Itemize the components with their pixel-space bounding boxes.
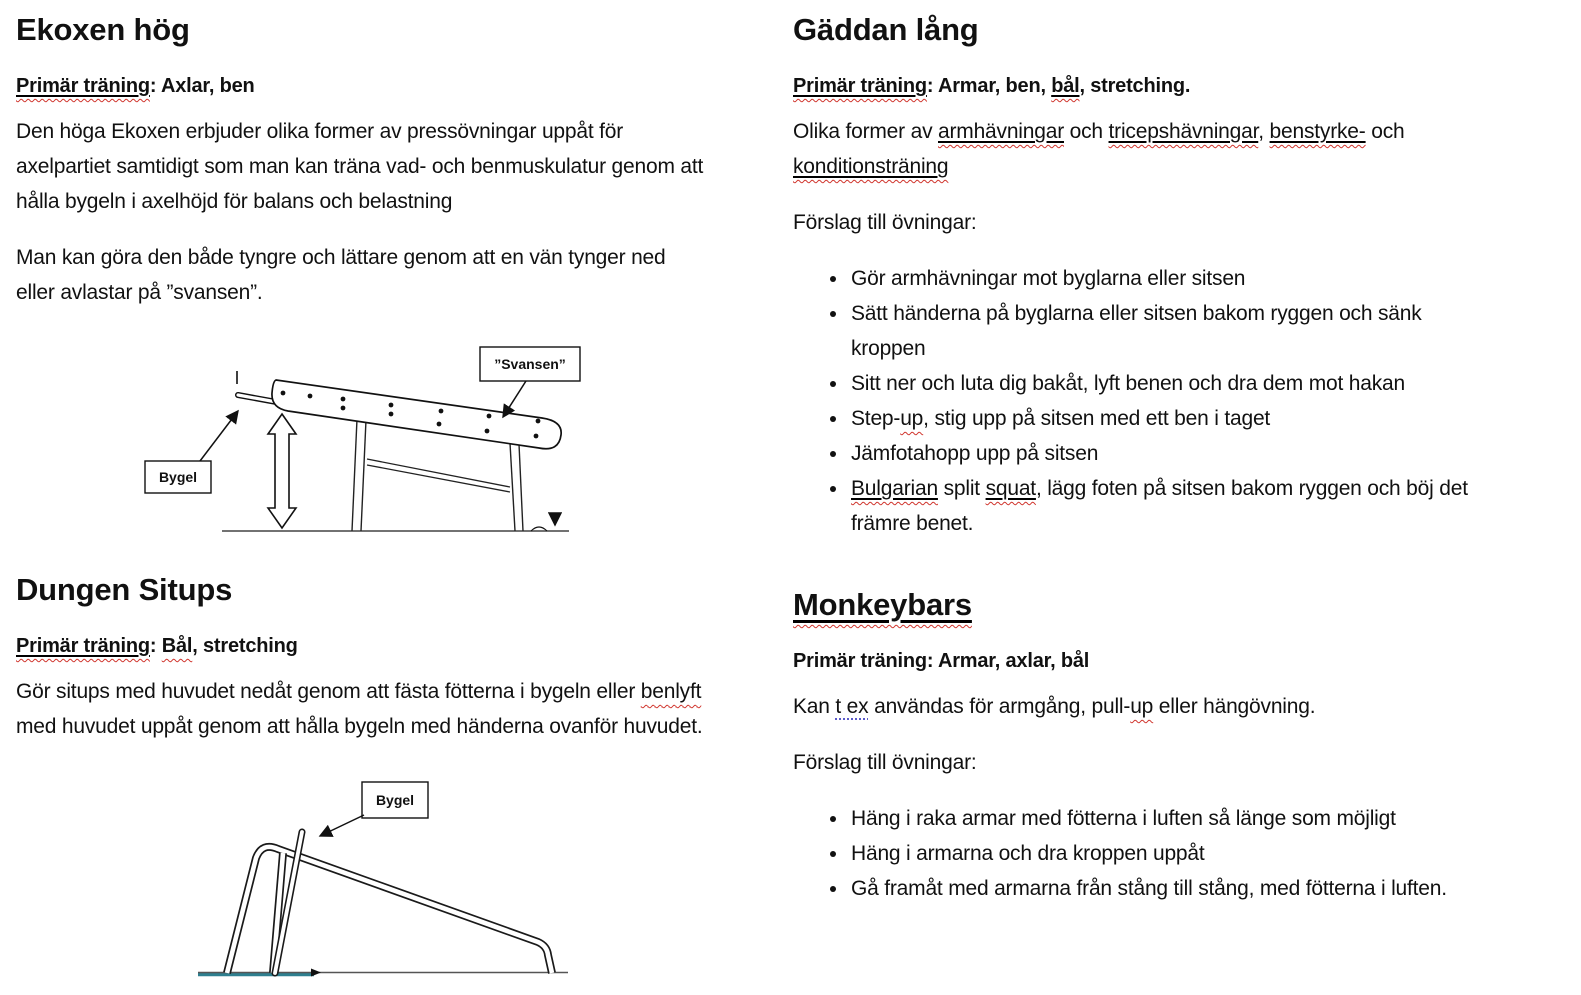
dungen-primary-training <box>16 632 793 660</box>
bygel-label <box>320 782 428 836</box>
subheading-mid: : Armar, ben, <box>926 75 1052 97</box>
paragraph-text: Gör situps med huvudet nedåt genom att fästa fötterna i bygeln eller <box>16 680 641 703</box>
spellchecked-text: up <box>900 407 924 430</box>
gaddan-exercise-intro: Förslag till övningar: <box>793 211 977 234</box>
small-right-arrow <box>311 969 321 977</box>
section-heading-dungen: Dungen Situps <box>16 572 233 607</box>
spellchecked-text: Primär träning <box>793 75 927 97</box>
ekoxen-primary-training <box>16 72 793 100</box>
paragraph-text: och <box>1064 120 1109 143</box>
subheading-rest: : Axlar, ben <box>149 75 255 97</box>
ekoxen-paragraph-1: Den höga Ekoxen erbjuder olika former av pressövningar uppåt för axelpartiet samtidigt som man kan träna vad- och benmuskulatur genom att hålla bygeln i axelhöjd för balans och belastning <box>16 120 704 213</box>
spellchecked-text: armhävningar <box>938 120 1064 143</box>
svg-text:Bygel: Bygel <box>158 469 198 485</box>
bench-top <box>272 380 561 449</box>
svansen-label <box>480 347 580 417</box>
spellchecked-text: squat <box>985 477 1036 500</box>
spellchecked-text: benstyrke- <box>1269 120 1366 143</box>
spellchecked-text: up <box>1130 695 1154 718</box>
spellchecked-text: benlyft <box>640 680 702 703</box>
spellchecked-text: tricepshävningar <box>1108 120 1259 143</box>
up-down-arrow <box>268 414 296 528</box>
paragraph-text: användas för armgång, pull- <box>868 695 1131 718</box>
bygel-label <box>145 411 238 493</box>
list-item: • Jämfotahopp upp på sitsen <box>849 436 1501 471</box>
monkeybars-paragraph <box>793 689 1483 724</box>
monkeybars-exercise-intro: Förslag till övningar: <box>793 751 977 774</box>
list-item: • Häng i raka armar med fötterna i luften så länge som möjligt <box>849 801 1501 836</box>
svg-text:Bygel: Bygel <box>375 792 415 808</box>
paragraph-text: eller hängövning. <box>1153 695 1316 718</box>
spellchecked-text: bål <box>1051 75 1080 97</box>
subheading-colon: : <box>149 635 162 657</box>
list-item-text: split <box>937 477 986 500</box>
section-heading-monkeybars <box>793 585 1553 625</box>
list-item: • Sitt ner och luta dig bakåt, lyft benen och dra dem mot hakan <box>849 366 1501 401</box>
spellchecked-text: konditionsträning <box>793 155 949 178</box>
subheading-rest: , stretching <box>192 635 298 657</box>
ekoxen-diagram <box>110 331 793 536</box>
section-heading-ekoxen: Ekoxen hög <box>16 12 190 47</box>
subheading-rest: , stretching. <box>1079 75 1191 97</box>
spellchecked-text: Bulgarian <box>851 477 938 500</box>
ekoxen-paragraph-2: Man kan göra den både tyngre och lättare genom att en vän tynger ned eller avlastar på ”svansen”. <box>16 246 666 304</box>
spellchecked-text: Bål <box>161 635 193 657</box>
diagonal-brace <box>367 459 510 487</box>
left-column <box>16 10 793 995</box>
paragraph-text: med huvudet uppåt genom att hålla bygeln med händerna ovanför huvudet. <box>16 715 703 738</box>
list-item-text: , lägg foten på sitsen bakom ryggen och böj det främre benet. <box>851 477 1468 535</box>
bench-leg <box>352 419 357 531</box>
dungen-diagram <box>150 765 793 995</box>
list-item-text: , stig upp på sitsen med ett ben i taget <box>923 407 1271 430</box>
spellchecked-text: Primär träning <box>16 635 150 657</box>
list-item <box>849 471 1501 541</box>
monkeybars-primary-training: Primär träning: Armar, axlar, bål <box>793 650 1090 672</box>
paragraph-text: , <box>1258 120 1270 143</box>
gaddan-exercise-list <box>823 261 1501 541</box>
dungen-paragraph <box>16 674 706 744</box>
right-column <box>793 10 1553 995</box>
list-item: • Gå framåt med armarna från stång till stång, med fötterna i luften. <box>849 871 1501 906</box>
monkeybars-exercise-list <box>823 801 1501 906</box>
spellchecked-text: Monkeybars <box>793 587 972 622</box>
bench-leg <box>510 443 515 531</box>
list-item <box>849 401 1501 436</box>
paragraph-text: Kan <box>793 695 836 718</box>
list-item: • Sätt händerna på byglarna eller sitsen bakom ryggen och sänk kroppen <box>849 296 1501 366</box>
section-heading-gaddan: Gäddan lång <box>793 12 979 47</box>
paragraph-text: Olika former av <box>793 120 938 143</box>
paragraph-text: och <box>1365 120 1405 143</box>
gaddan-primary-training <box>793 72 1553 100</box>
gaddan-paragraph <box>793 114 1483 184</box>
list-item: • Gör armhävningar mot byglarna eller sitsen <box>849 261 1501 296</box>
spellchecked-text: Primär träning <box>16 75 150 97</box>
list-item: • Häng i armarna och dra kroppen uppåt <box>849 836 1501 871</box>
list-item-text: Step- <box>851 407 901 430</box>
svg-text:”Svansen”: ”Svansen” <box>494 356 566 372</box>
grammar-checked-text: t ex <box>835 695 869 718</box>
